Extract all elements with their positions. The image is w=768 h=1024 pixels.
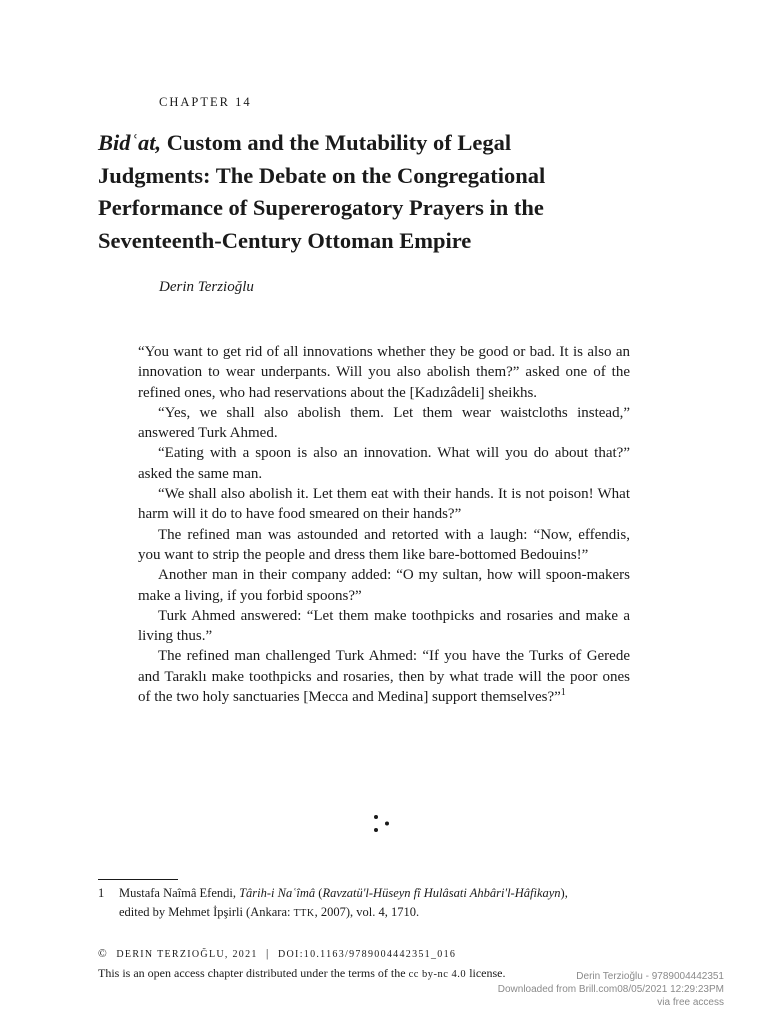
chapter-title-line-1 — [98, 127, 658, 160]
chapter-author: Derin Terzioğlu — [159, 279, 254, 295]
chapter-title-line-4: Seventeenth-Century Ottoman Empire — [98, 227, 472, 253]
footnote-separator — [98, 879, 178, 880]
chapter-title-text: Custom and the Mutability of Legal — [161, 130, 512, 155]
watermark-line-1: Derin Terzioğlu - 9789004442351 — [576, 971, 724, 982]
copyright-separator: | — [266, 948, 270, 960]
epigraph-paragraph: “You want to get rid of all innovations whether they be good or bad. It is also an innovation to wear underpants. Will you also abolish them?” asked one of the refined ones, who had reservations about the [Kadızâdeli] sheikhs. — [138, 344, 630, 401]
epigraph-paragraph: “Yes, we shall also abolish them. Let them wear waistcloths instead,” answered Turk Ahmed. — [138, 404, 630, 442]
footnote-reference[interactable]: 1 — [560, 687, 566, 699]
footnote-text — [119, 884, 678, 923]
epigraph-paragraph: “Eating with a spoon is also an innovation. What will you do about that?” asked the same man. — [138, 445, 630, 482]
epigraph-paragraph: The refined man was astounded and retorted with a laugh: “Now, effendis, you want to strip the people and dress them like bare-bottomed Bedouins!” — [138, 526, 630, 563]
chapter-title-italic: Bidʿat, — [98, 130, 162, 155]
license-text-before: This is an open access chapter distributed under the terms of the — [98, 966, 409, 980]
epigraph — [138, 342, 630, 707]
epigraph-paragraph: “We shall also abolish it. Let them eat with their hands. It is not poison! What harm will it do to have food smeared on their hands?” — [138, 486, 630, 523]
footnote-title: Târih-i Naʿîmâ — [239, 886, 316, 900]
footnote-number: 1 — [98, 886, 105, 900]
copyright-holder: DERIN TERZIOĞLU, 2021 — [116, 949, 258, 960]
footnote-author: Mustafa Naîmâ Efendi, — [119, 886, 240, 900]
watermark-line-2: Downloaded from Brill.com08/05/2021 12:29:23PM — [497, 984, 724, 995]
chapter-title — [98, 127, 658, 257]
epigraph-paragraph: Turk Ahmed answered: “Let them make toothpicks and rosaries and make a living thus.” — [138, 607, 630, 645]
footnote-line-1 — [119, 884, 678, 903]
footnote-editor: edited by Mehmet İpşirli (Ankara: — [119, 905, 294, 919]
chapter-title-line-2: Judgments: The Debate on the Congregational — [98, 162, 546, 188]
section-ornament-icon — [372, 812, 392, 836]
chapter-label: CHAPTER 14 — [159, 95, 252, 109]
epigraph-paragraph: Another man in their company added: “O my sultan, how will spoon-makers make a living, if you forbid spoons?” — [138, 567, 630, 604]
footnote-paren-close: ), — [560, 886, 568, 900]
footnote-paren-open: ( — [315, 886, 323, 900]
download-watermark — [484, 970, 724, 1009]
footnote-publisher: TTK — [293, 908, 315, 919]
license-text-after: license. — [466, 966, 506, 980]
footnote — [98, 884, 678, 923]
watermark-line-3: via free access — [657, 997, 724, 1008]
license-line — [98, 966, 506, 981]
copyright-icon: © — [98, 948, 109, 960]
chapter-title-line-3: Performance of Supererogatory Prayers in the — [98, 195, 544, 220]
footnote-volume: , 2007), vol. 4, 1710. — [314, 905, 420, 919]
epigraph-paragraph-last — [138, 646, 630, 707]
license-link[interactable]: cc by-nc 4.0 — [408, 969, 467, 980]
footnote-subtitle: Ravzatü'l-Hüseyn fî Hulâsati Ahbâri'l-Hâfikayn — [322, 886, 561, 900]
footnote-line-2 — [119, 903, 678, 923]
epigraph-paragraph-text: The refined man challenged Turk Ahmed: “If you have the Turks of Gerede and Taraklı make toothpicks and rosaries, then by what trade will the poor ones of the two holy sanctuaries [Mecca and Medina] support themselves?” — [138, 648, 630, 706]
copyright-line — [98, 948, 456, 960]
doi-link[interactable]: DOI:10.1163/9789004442351_016 — [278, 949, 457, 960]
